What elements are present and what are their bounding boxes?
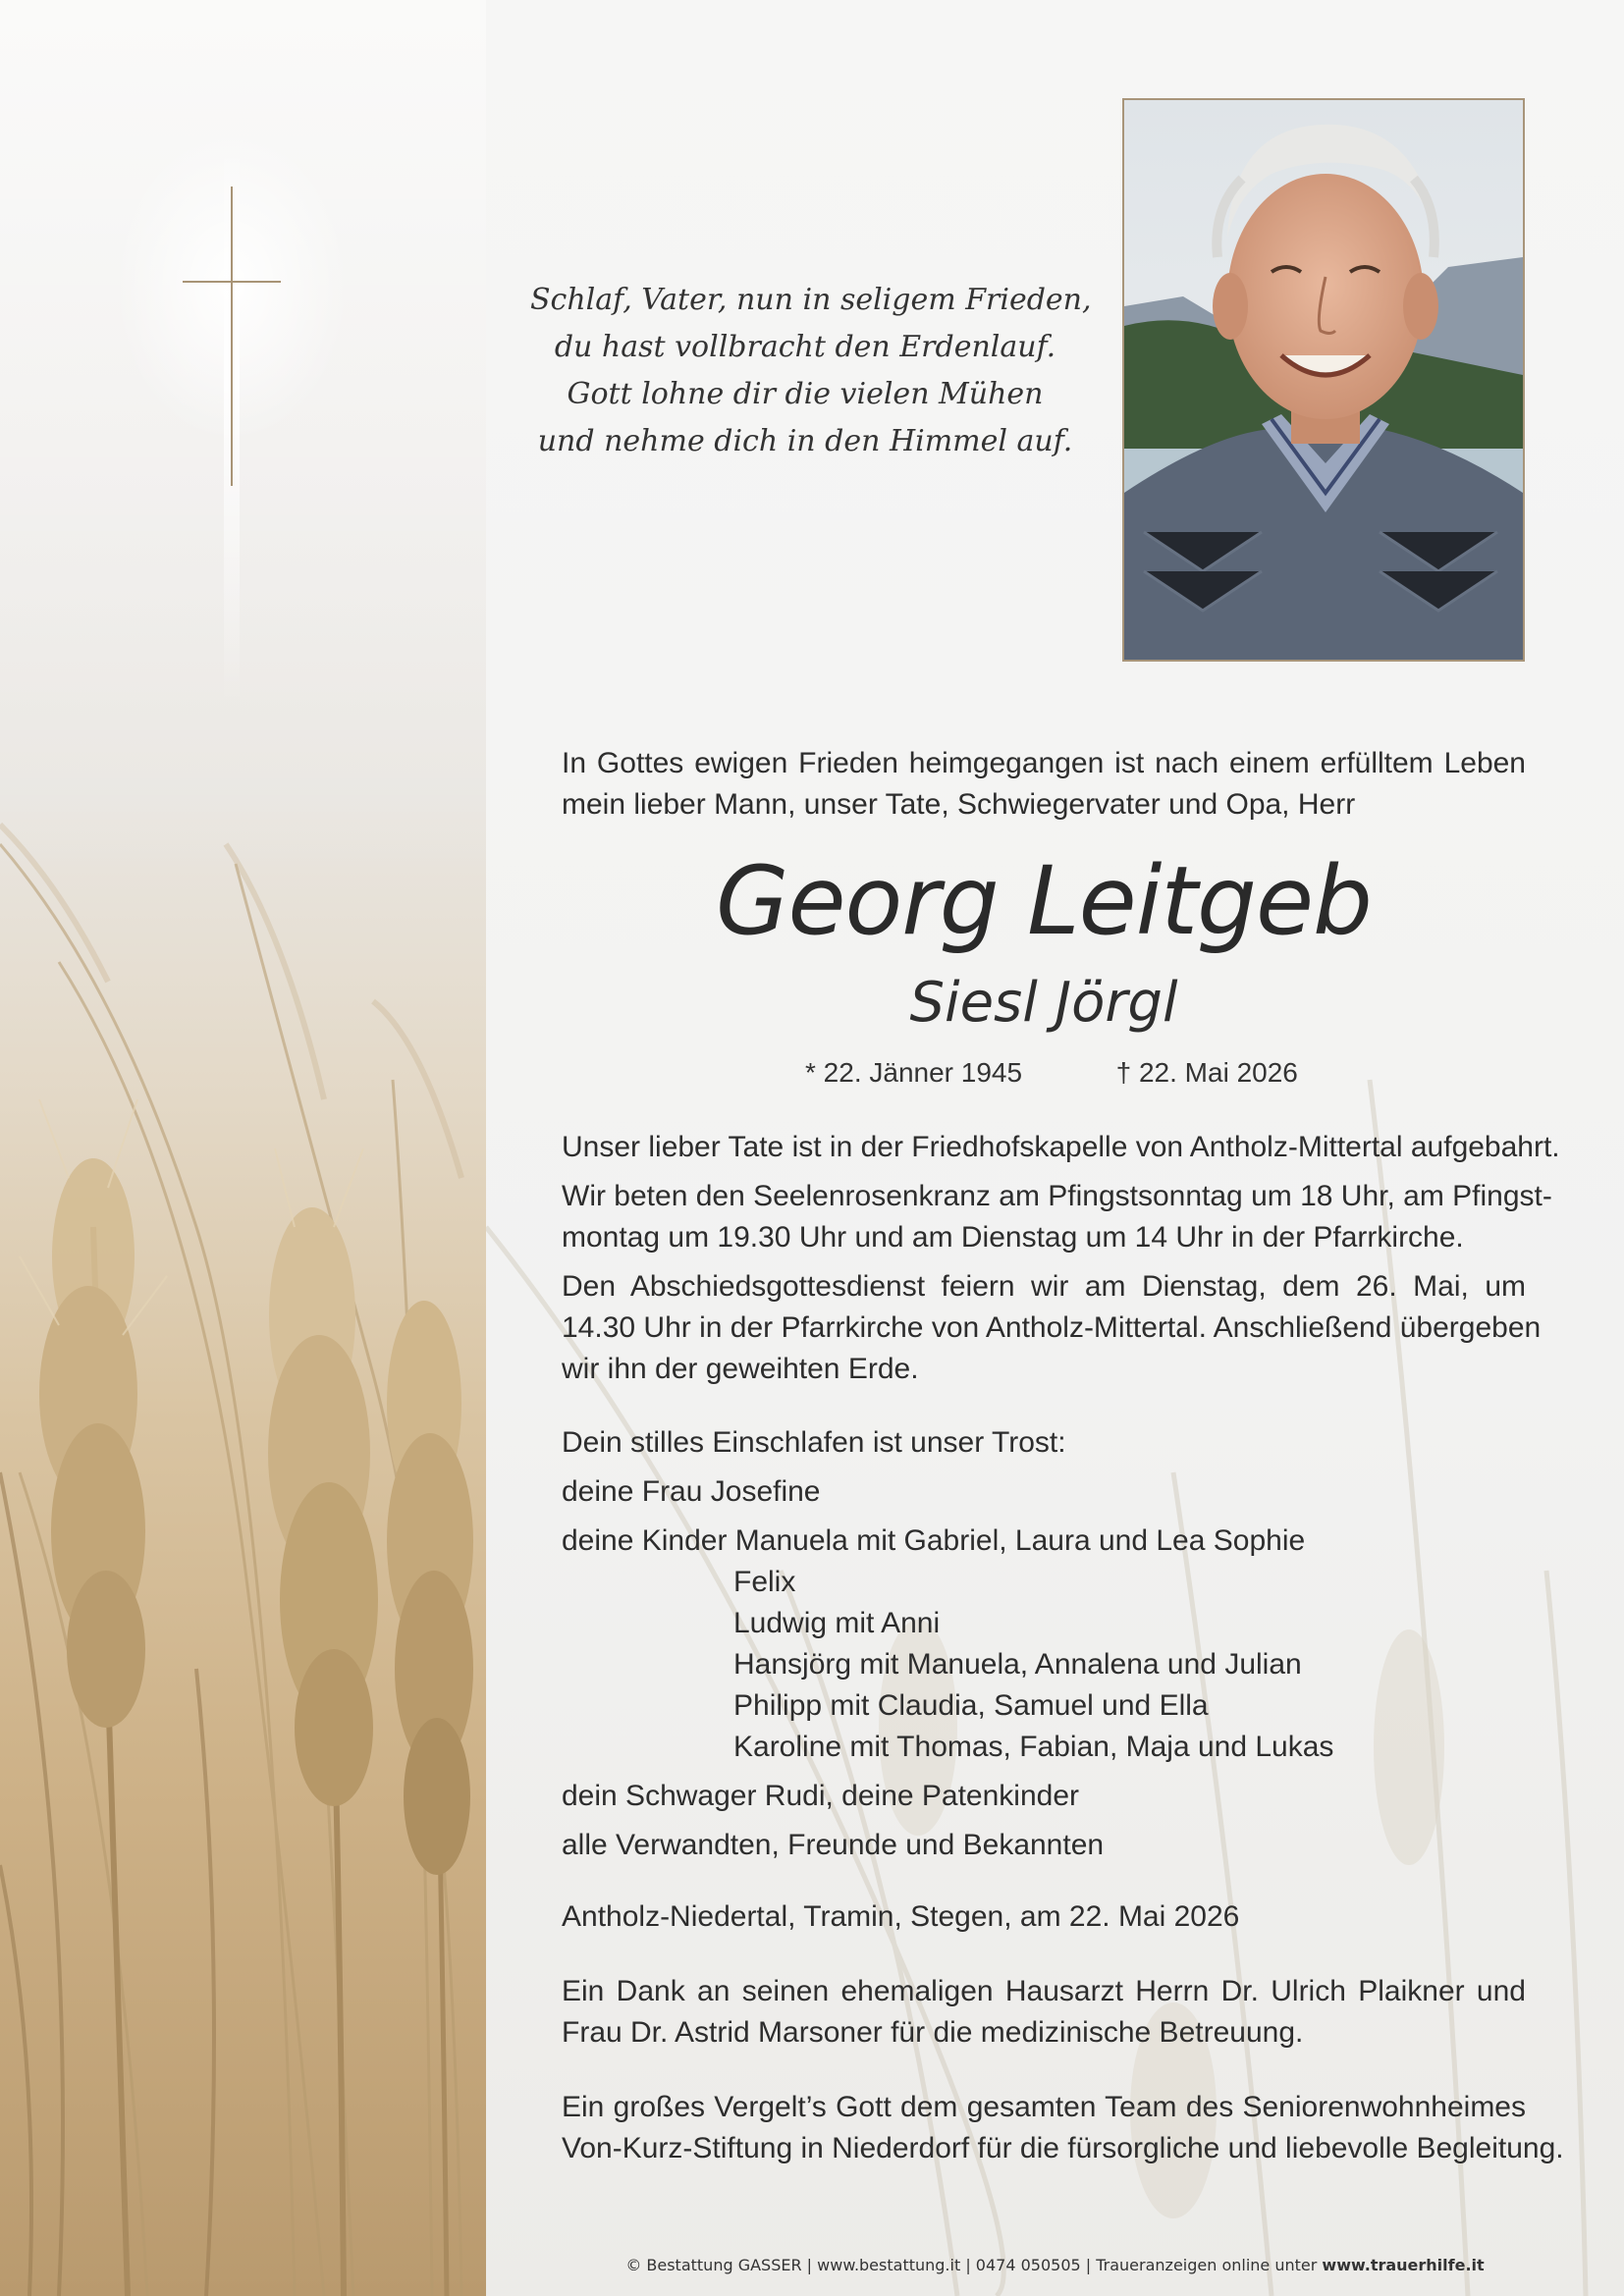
mourner-children-lead: deine Kinder Manuela mit Gabriel, Laura und Lea Sophie bbox=[562, 1524, 1306, 1557]
funeral-line: Wir beten den Seelenrosenkranz am Pfingstsonntag um 18 Uhr, am Pfingst- bbox=[562, 1180, 1552, 1212]
thanks-line: Ein großes Vergelt’s Gott dem gesamten Team des Seniorenwohnheimes bbox=[562, 2091, 1526, 2123]
footer-text: © Bestattung GASSER | www.bestattung.it | 0474 050505 | Traueranzeigen online unter bbox=[625, 2256, 1323, 2274]
funeral-line: 14.30 Uhr in der Pfarrkirche von Antholz-Mittertal. Anschließend übergeben bbox=[562, 1311, 1542, 1344]
mourner-child: Ludwig mit Anni bbox=[733, 1607, 941, 1639]
wheat-illustration bbox=[0, 0, 486, 2296]
portrait-photo bbox=[1122, 98, 1525, 662]
quote-line: Gott lohne dir die vielen Mühen bbox=[567, 377, 1044, 411]
mourner-child: Karoline mit Thomas, Fabian, Maja und Lukas bbox=[733, 1731, 1334, 1763]
mourners-heading: Dein stilles Einschlafen ist unser Trost: bbox=[562, 1426, 1066, 1459]
thanks-doctors bbox=[562, 1971, 1526, 2054]
quote-line: und nehme dich in den Himmel auf. bbox=[537, 424, 1073, 458]
funeral-details bbox=[562, 1127, 1560, 1390]
funeral-line: wir ihn der geweihten Erde. bbox=[562, 1353, 919, 1385]
footer bbox=[486, 2256, 1624, 2274]
death-date: † 22. Mai 2026 bbox=[1115, 1057, 1298, 1088]
wheat-ear-left bbox=[20, 1099, 167, 2296]
thanks-line: Frau Dr. Astrid Marsoner für die medizinische Betreuung. bbox=[562, 2016, 1304, 2049]
thanks-line: Von-Kurz-Stiftung in Niederdorf für die fürsorgliche und liebevolle Begleitung. bbox=[562, 2132, 1564, 2164]
mourner-wife: deine Frau Josefine bbox=[562, 1475, 821, 1508]
quote-line: du hast vollbracht den Erdenlauf. bbox=[554, 330, 1056, 364]
funeral-line: Den Abschiedsgottesdienst feiern wir am Dienstag, dem 26. Mai, um bbox=[562, 1270, 1526, 1303]
intro-line: mein lieber Mann, unser Tate, Schwiegervater und Opa, Herr bbox=[562, 788, 1356, 821]
quote-line: Schlaf, Vater, nun in seligem Frieden, bbox=[530, 283, 1092, 317]
thanks-line: Ein Dank an seinen ehemaligen Hausarzt Herrn Dr. Ulrich Plaikner und bbox=[562, 1975, 1526, 2007]
intro-line: In Gottes ewigen Frieden heimgegangen ist nach einem erfülltem Leben bbox=[562, 747, 1526, 779]
intro-text bbox=[562, 743, 1526, 826]
place-date-line: Antholz-Niedertal, Tramin, Stegen, am 22. Mai 2026 bbox=[562, 1900, 1240, 1933]
wheat-panel bbox=[0, 0, 486, 2296]
mourner-child: Philipp mit Claudia, Samuel und Ella bbox=[733, 1689, 1209, 1722]
mourner-child: Hansjörg mit Manuela, Annalena und Julian bbox=[733, 1648, 1302, 1681]
memorial-quote bbox=[530, 277, 1092, 465]
mourners-list bbox=[562, 1422, 1526, 1866]
place-date bbox=[562, 1896, 1526, 1938]
portrait-illustration bbox=[1124, 100, 1523, 660]
mourner-other: alle Verwandten, Freunde und Bekannten bbox=[562, 1829, 1105, 1861]
birth-date: * 22. Jänner 1945 bbox=[805, 1057, 1023, 1088]
funeral-line: Unser lieber Tate ist in der Friedhofskapelle von Antholz-Mittertal aufgebahrt. bbox=[562, 1131, 1560, 1163]
mourner-child: Felix bbox=[733, 1566, 796, 1598]
life-dates bbox=[805, 1057, 1298, 1089]
wheat-ear-middle bbox=[268, 1148, 378, 2296]
thanks-care-home bbox=[562, 2087, 1564, 2169]
mourner-other: dein Schwager Rudi, deine Patenkinder bbox=[562, 1780, 1080, 1812]
deceased-nickname: Siesl Jörgl bbox=[909, 971, 1178, 1035]
deceased-name: Georg Leitgeb bbox=[716, 846, 1372, 956]
funeral-line: montag um 19.30 Uhr und am Dienstag um 14 Uhr in der Pfarrkirche. bbox=[562, 1221, 1464, 1254]
footer-link[interactable]: www.trauerhilfe.it bbox=[1322, 2256, 1485, 2274]
